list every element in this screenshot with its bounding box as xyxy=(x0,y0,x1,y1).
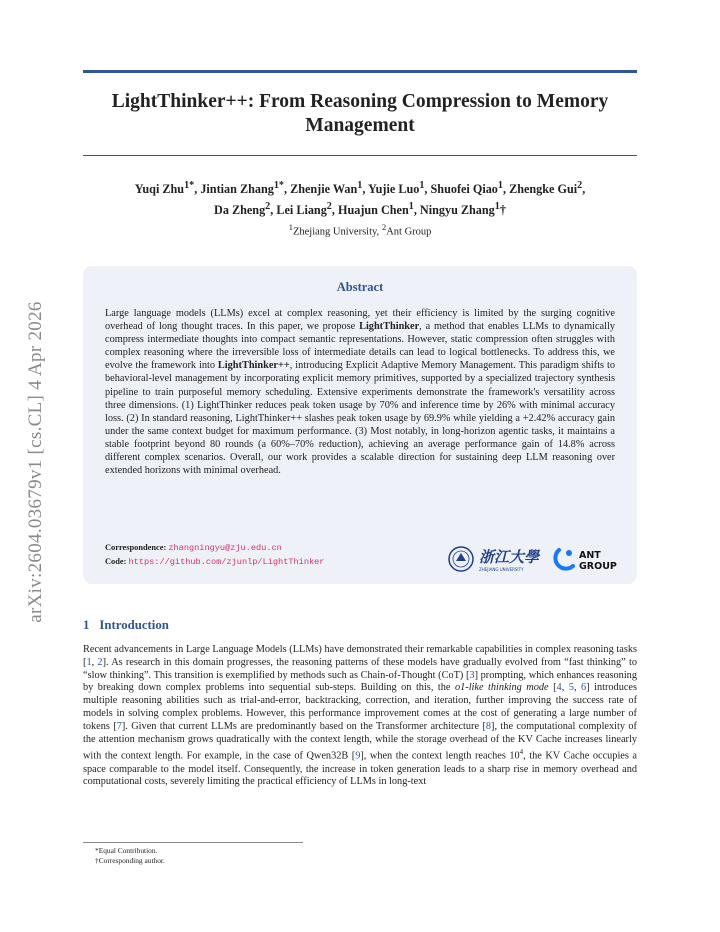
abstract-text: Large language models (LLMs) excel at complex reasoning, yet their efficiency is limited by the surging cognitive overhead of long thought traces. In this paper, we propose LightThinker, a method that enables LLMs to dynamically compress intermediate thoughts into compact semantic representations. However, static compression often struggles with complex reasoning where the irreversible loss of intermediate details can lead to logical bottlenecks. To address this, we evolve the framework into LightThinker++, introducing Explicit Adaptive Memory Management. This paradigm shifts to behavioral-level management by incorporating explicit memory primitives, supported by a specialized trajectory synthesis pipeline to train purposeful memory scheduling. Extensive experiments demonstrate the framework's versatility across three dimensions. (1) LightThinker reduces peak token usage by 70% and inference time by 26% with minimal accuracy loss. (2) In standard reasoning, LightThinker++ slashes peak token usage by 69.9% while yielding a +2.42% accuracy gain under the same context budget for maximum performance. (3) Most notably, in long-horizon agentic tasks, it maintains a stable footprint beyond 80 rounds (a 60%–70% reduction), achieving an average performance gain of 14.8% across different complex scenarios. Overall, our work provides a scalable direction for sustaining deep LLM reasoning over extended horizons with minimal overhead. xyxy=(105,308,616,477)
footnote-corresponding-author: †Corresponding author. xyxy=(95,856,165,865)
section-title: Introduction xyxy=(99,618,169,632)
ant-logo-line1: ANT xyxy=(579,550,601,561)
paper-title: LightThinker++: From Reasoning Compression to Memory Management xyxy=(111,91,609,136)
arxiv-identifier-sidebar xyxy=(22,262,50,662)
zju-seal-icon xyxy=(449,547,473,571)
zju-logo-subtext: ZHEJIANG UNIVERSITY xyxy=(479,567,524,572)
code-url-link[interactable]: https://github.com/zjunlp/LightThinker xyxy=(128,557,325,567)
section-heading-introduction xyxy=(83,618,169,633)
section-number: 1 xyxy=(83,618,90,632)
abstract-box xyxy=(83,266,637,584)
zju-logo-text: 浙江大學 xyxy=(479,548,540,566)
code-label: Code: xyxy=(105,557,127,566)
authors-line-1: Yuqi Zhu$^{1*}$, Jintian Zhang$^{1*}$, Zhenjie Wan$^1$, Yujie Luo$^1$, Shuofei Qiao$^1$, Zhengke Gui$^2$, xyxy=(134,180,586,197)
title-top-rule xyxy=(83,70,637,73)
abstract-heading: Abstract xyxy=(336,280,384,294)
ant-logo-line2: GROUP xyxy=(579,561,617,572)
authors-line-2: Da Zheng$^2$, Lei Liang$^2$, Huajun Chen$^1$, Ningyu Zhang$^1$† xyxy=(214,201,506,218)
correspondence-block xyxy=(105,541,324,569)
author-list xyxy=(83,177,637,219)
title-bottom-rule xyxy=(83,155,637,156)
arxiv-identifier: arXiv:2604.03679v1 [cs.CL] 4 Apr 2026 xyxy=(25,301,46,623)
footnote-rule xyxy=(83,842,303,843)
affiliations: $^1$Zhejiang University, $^2$Ant Group xyxy=(288,222,432,238)
correspondence-email-link[interactable]: zhangningyu@zju.edu.cn xyxy=(168,543,282,553)
footnote-equal-contribution: *Equal Contribution. xyxy=(95,846,158,855)
correspondence-label: Correspondence: xyxy=(105,543,167,552)
ant-group-logo-icon xyxy=(555,550,573,569)
institution-logos xyxy=(447,544,623,574)
introduction-text: Recent advancements in Large Language Models (LLMs) have demonstrated their remarkable capabilities in complex reasoning tasks [1, 2]. As research in this domain progresses, the reasoning patterns of these models have gradually evolved from “fast thinking” to “slow thinking”. This transition is exemplified by methods such as Chain-of-Thought (CoT) [3] prompting, which enhances reasoning by breaking down complex problems into sequential sub-steps. Building on this, the o1-like thinking mode [4, 5, 6] introduces multiple reasoning abilities such as trial-and-error, backtracking, correction, and iteration, further improving the success rate of models in solving complex problems. However, this performance improvement comes at the cost of generating a large number of tokens [7]. Given that current LLMs are predominantly based on the Transformer architecture [8], the computational complexity of the attention mechanism grows quadratically with the context length, while the storage overhead of the KV Cache increases linearly with the context length. For example, in the case of Qwen32B [9], when the context length reaches $10^4$, the KV Cache occupies a space comparable to the model itself. Consequently, the increase in token generation leads to a sharp rise in memory overhead and computational costs, severely limiting the practical efficiency of LLMs in long-text xyxy=(83,644,637,788)
